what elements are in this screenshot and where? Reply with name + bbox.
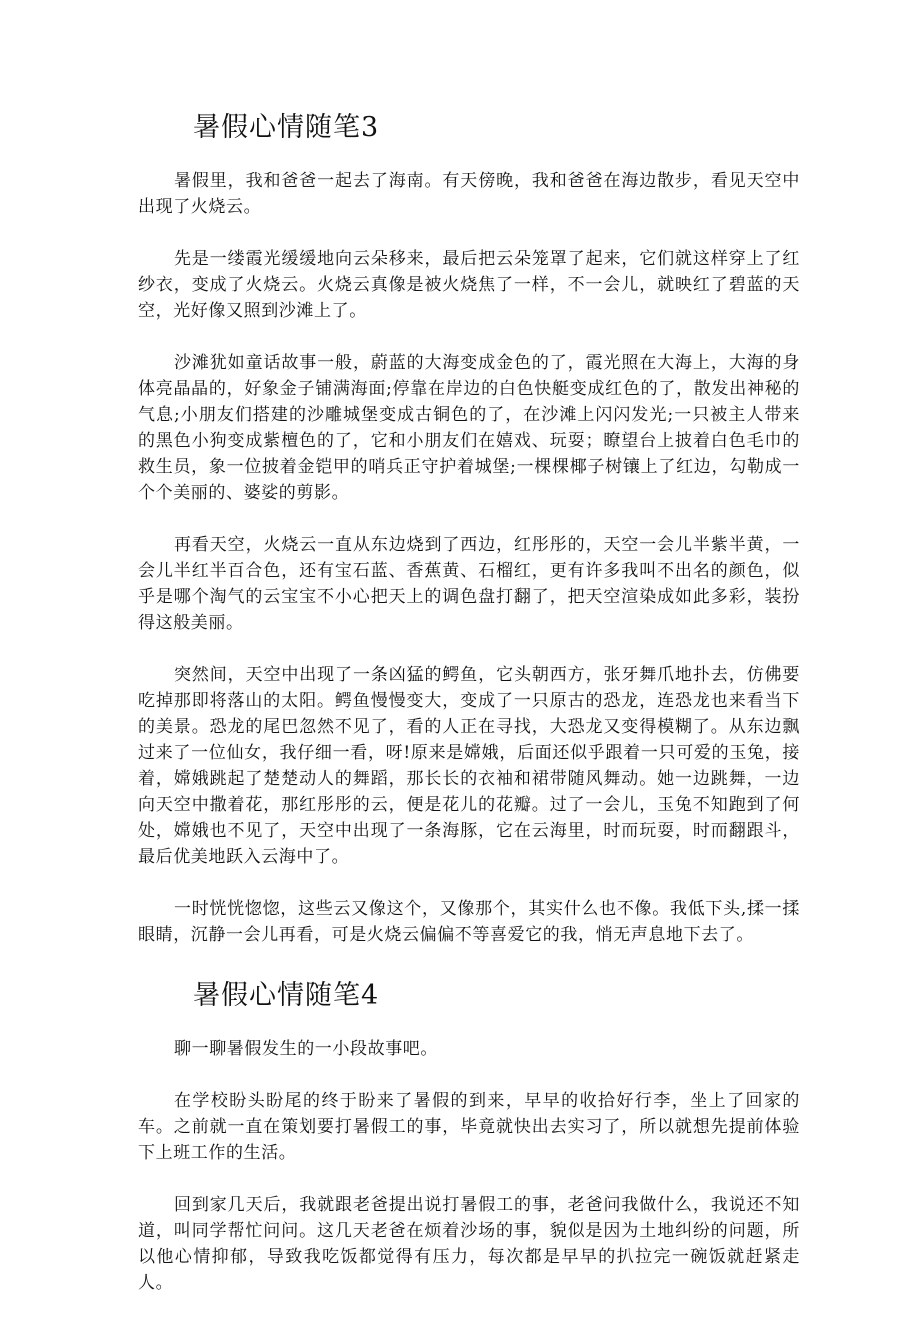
- paragraph: 暑假里，我和爸爸一起去了海南。有天傍晚，我和爸爸在海边散步，看见天空中出现了火烧云。: [138, 171, 800, 217]
- section-title-essay-3: 暑假心情随笔3: [193, 112, 380, 143]
- document-body: [138, 106, 800, 1322]
- paragraph: 再看天空，火烧云一直从东边烧到了西边，红彤彤的，天空一会儿半紫半黄，一会儿半红半百合色，还有宝石蓝、香蕉黄、石榴红，更有许多我叫不出名的颜色，似乎是哪个淘气的云宝宝不小心把天上的调色盘打翻了，把天空渲染成如此多彩，装扮得这般美丽。: [138, 535, 800, 633]
- paragraph: 沙滩犹如童话故事一般，蔚蓝的大海变成金色的了，霞光照在大海上，大海的身体亮晶晶的，好象金子铺满海面;停靠在岸边的白色快艇变成红色的了，散发出神秘的气息;小朋友们搭建的沙雕城堡变成古铜色的了，在沙滩上闪闪发光;一只被主人带来的黑色小狗变成紫檀色的了，它和小朋友们在嬉戏、玩耍；瞭望台上披着白色毛巾的救生员，象一位披着金铠甲的哨兵正守护着城堡;一棵棵椰子树镶上了红边，勾勒成一个个美丽的、婆娑的剪影。: [138, 353, 800, 503]
- paragraph: 突然间，天空中出现了一条凶猛的鳄鱼，它头朝西方，张牙舞爪地扑去，仿佛要吃掉那即将落山的太阳。鳄鱼慢慢变大，变成了一只原古的恐龙，连恐龙也来看当下的美景。恐龙的尾巴忽然不见了，看的人正在寻找，大恐龙又变得模糊了。从东边飘过来了一位仙女，我仔细一看，呀!原来是嫦娥，后面还似乎跟着一只可爱的玉兔，接着，嫦娥跳起了楚楚动人的舞蹈，那长长的衣袖和裙带随风舞动。她一边跳舞，一边向天空中撒着花，那红彤彤的云，便是花儿的花瓣。过了一会儿，玉兔不知跑到了何处，嫦娥也不见了，天空中出现了一条海豚，它在云海里，时而玩耍，时而翻跟斗，最后优美地跃入云海中了。: [138, 665, 800, 867]
- section-title-essay-4: 暑假心情随笔4: [193, 980, 380, 1011]
- paragraph: 在学校盼头盼尾的终于盼来了暑假的到来，早早的收拾好行李，坐上了回家的车。之前就一直在策划要打暑假工的事，毕竟就快出去实习了，所以就想先提前体验下上班工作的生活。: [138, 1091, 800, 1163]
- paragraph: 先是一缕霞光缓缓地向云朵移来，最后把云朵笼罩了起来，它们就这样穿上了红纱衣，变成了火烧云。火烧云真像是被火烧焦了一样，不一会儿，就映红了碧蓝的天空，光好像又照到沙滩上了。: [138, 249, 800, 321]
- paragraph: 回到家几天后，我就跟老爸提出说打暑假工的事，老爸问我做什么，我说还不知道，叫同学帮忙问问。这几天老爸在烦着沙场的事，貌似是因为土地纠纷的问题，所以他心情抑郁，导致我吃饭都觉得有压力，每次都是早早的扒拉完一碗饭就赶紧走人。: [138, 1195, 800, 1293]
- paragraph: 聊一聊暑假发生的一小段故事吧。: [174, 1039, 438, 1059]
- paragraph: 一时恍恍惚惚，这些云又像这个，又像那个，其实什么也不像。我低下头,揉一揉眼睛，沉静一会儿再看，可是火烧云偏偏不等喜爱它的我，悄无声息地下去了。: [138, 899, 800, 945]
